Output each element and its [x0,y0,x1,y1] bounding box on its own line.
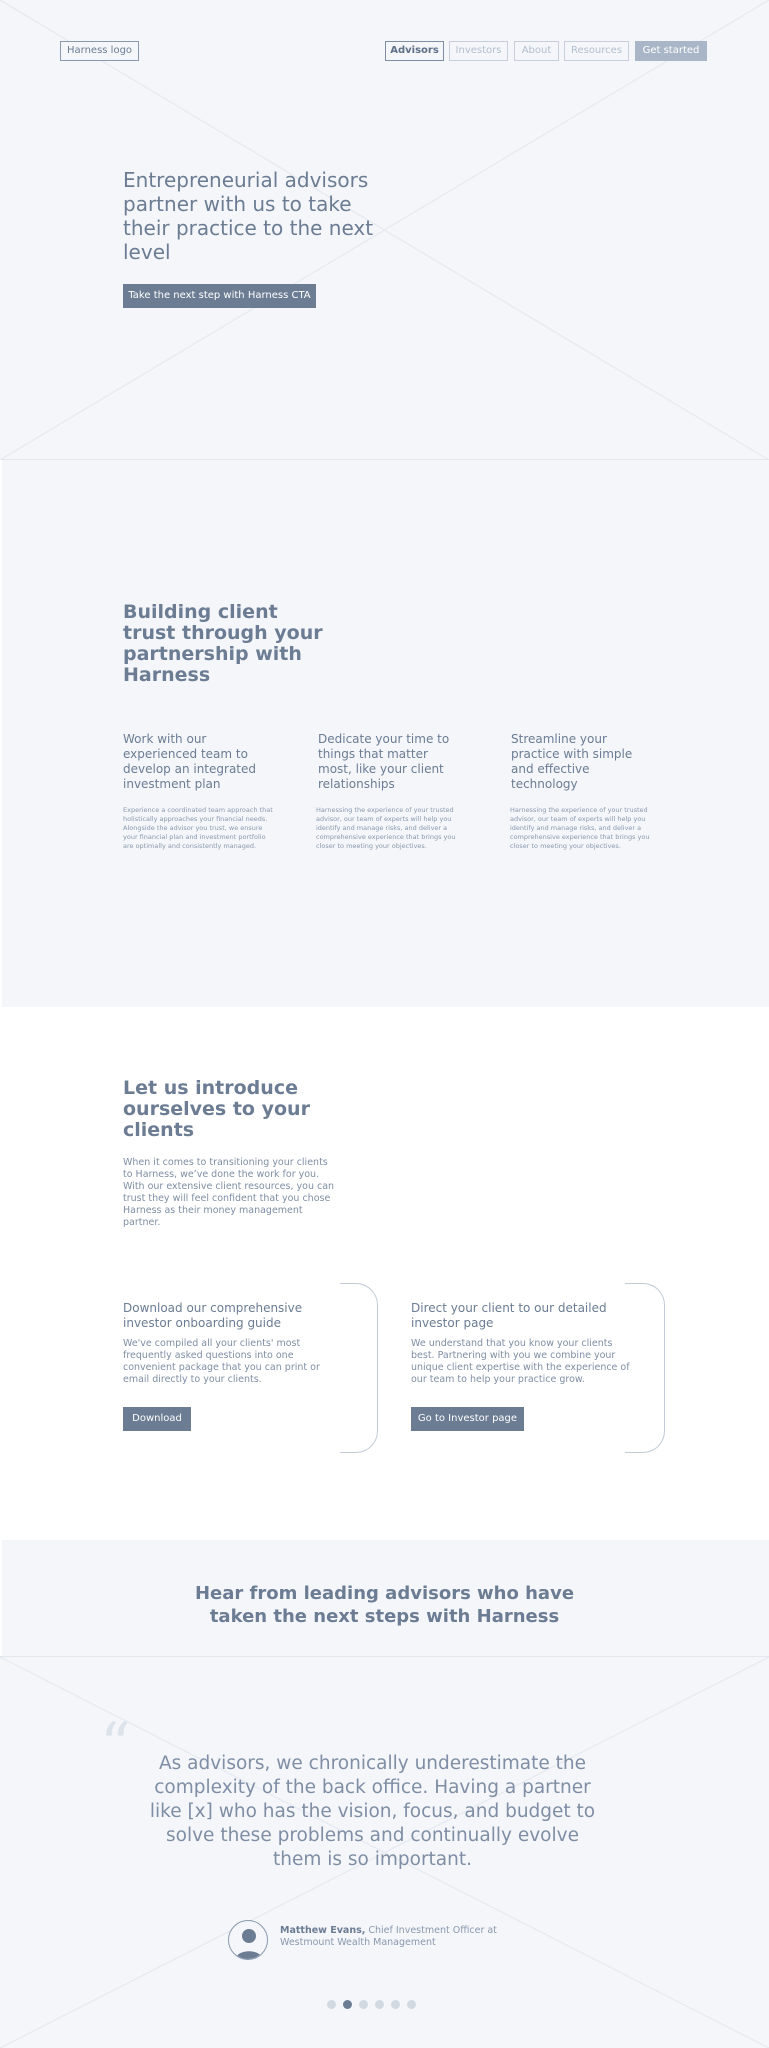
trust-title: Building client trust through your partnership with Harness [123,601,323,686]
onboarding-card-body: We've compiled all your clients' most frequently asked questions into one convenient package that you can print or email directly to your clients. [123,1338,320,1385]
placeholder-image-cross [0,0,769,460]
author-role: Chief Investment Officer at Westmount Wealth Management [280,1925,497,1948]
introduce-body: When it comes to transitioning your clients to Harness, we’ve done the work for you. With our extensive client resources, you can trust they will feel confident that you chose Harness as their money management partner. [123,1157,335,1228]
onboarding-card [340,1283,378,1453]
onboarding-card-heading: Download our comprehensive investor onboarding guide [123,1301,303,1330]
carousel-dot-6[interactable] [407,2000,416,2009]
carousel-dot-5[interactable] [391,2000,400,2009]
hero-title: Entrepreneurial advisors partner with us to take their practice to the next level [123,168,374,264]
avatar [228,1920,268,1960]
carousel-dot-2[interactable] [343,2000,352,2009]
trust-col-2-heading: Dedicate your time to things that matter most, like your client relationships [318,732,450,791]
carousel-dot-1[interactable] [327,2000,336,2009]
nav-investors[interactable]: Investors [449,41,508,61]
investor-page-card [625,1283,665,1453]
testimonials-title: Hear from leading advisors who have taken the next steps with Harness [194,1583,575,1627]
investor-card-heading: Direct your client to our detailed investor page [411,1301,607,1330]
person-icon [229,1921,268,1960]
get-started-button[interactable]: Get started [635,41,707,61]
hero-cta-button[interactable]: Take the next step with Harness CTA [123,284,316,308]
trust-col-2-body: Harnessing the experience of your trusted advisor, our team of experts will help you identify and manage risks, and deliver a comprehensive experience that brings you closer to meeting your objectives. [316,806,456,850]
nav-advisors[interactable]: Advisors [385,41,444,61]
author-name: Matthew Evans, [280,1925,366,1936]
nav-about[interactable]: About [514,41,559,61]
nav-resources[interactable]: Resources [564,41,629,61]
hero-section [0,0,769,460]
testimonial-quote: As advisors, we chronically underestimate the complexity of the back office. Having a partner like [x] who has the vision, focus, and budget to solve these problems and continually evolve them is so important. [149,1753,596,1870]
carousel-dot-4[interactable] [375,2000,384,2009]
trust-col-1-heading: Work with our experienced team to develop an integrated investment plan [123,732,257,791]
logo[interactable]: Harness logo [60,41,139,61]
quote-icon: “ [100,1710,131,1780]
investor-card-body: We understand that you know your clients best. Partnering with you we combine your unique client expertise with the experience of our team to help your practice grow. [411,1338,630,1385]
trust-col-3-body: Harnessing the experience of your trusted advisor, our team of experts will help you identify and manage risks, and deliver a comprehensive experience that brings you closer to meeting your objectives. [510,806,650,850]
trust-col-1-body: Experience a coordinated team approach that holistically approaches your financial needs. Alongside the advisor you trust, we ensure your financial plan and investment portfolio are optimally and consistently managed. [123,806,273,850]
introduce-title: Let us introduce ourselves to your clients [123,1077,310,1141]
download-button[interactable]: Download [123,1407,191,1431]
investor-page-button[interactable]: Go to Investor page [411,1407,524,1431]
trust-col-3-heading: Streamline your practice with simple and effective technology [511,732,633,791]
testimonial-author [280,1925,510,1949]
carousel-dot-3[interactable] [359,2000,368,2009]
